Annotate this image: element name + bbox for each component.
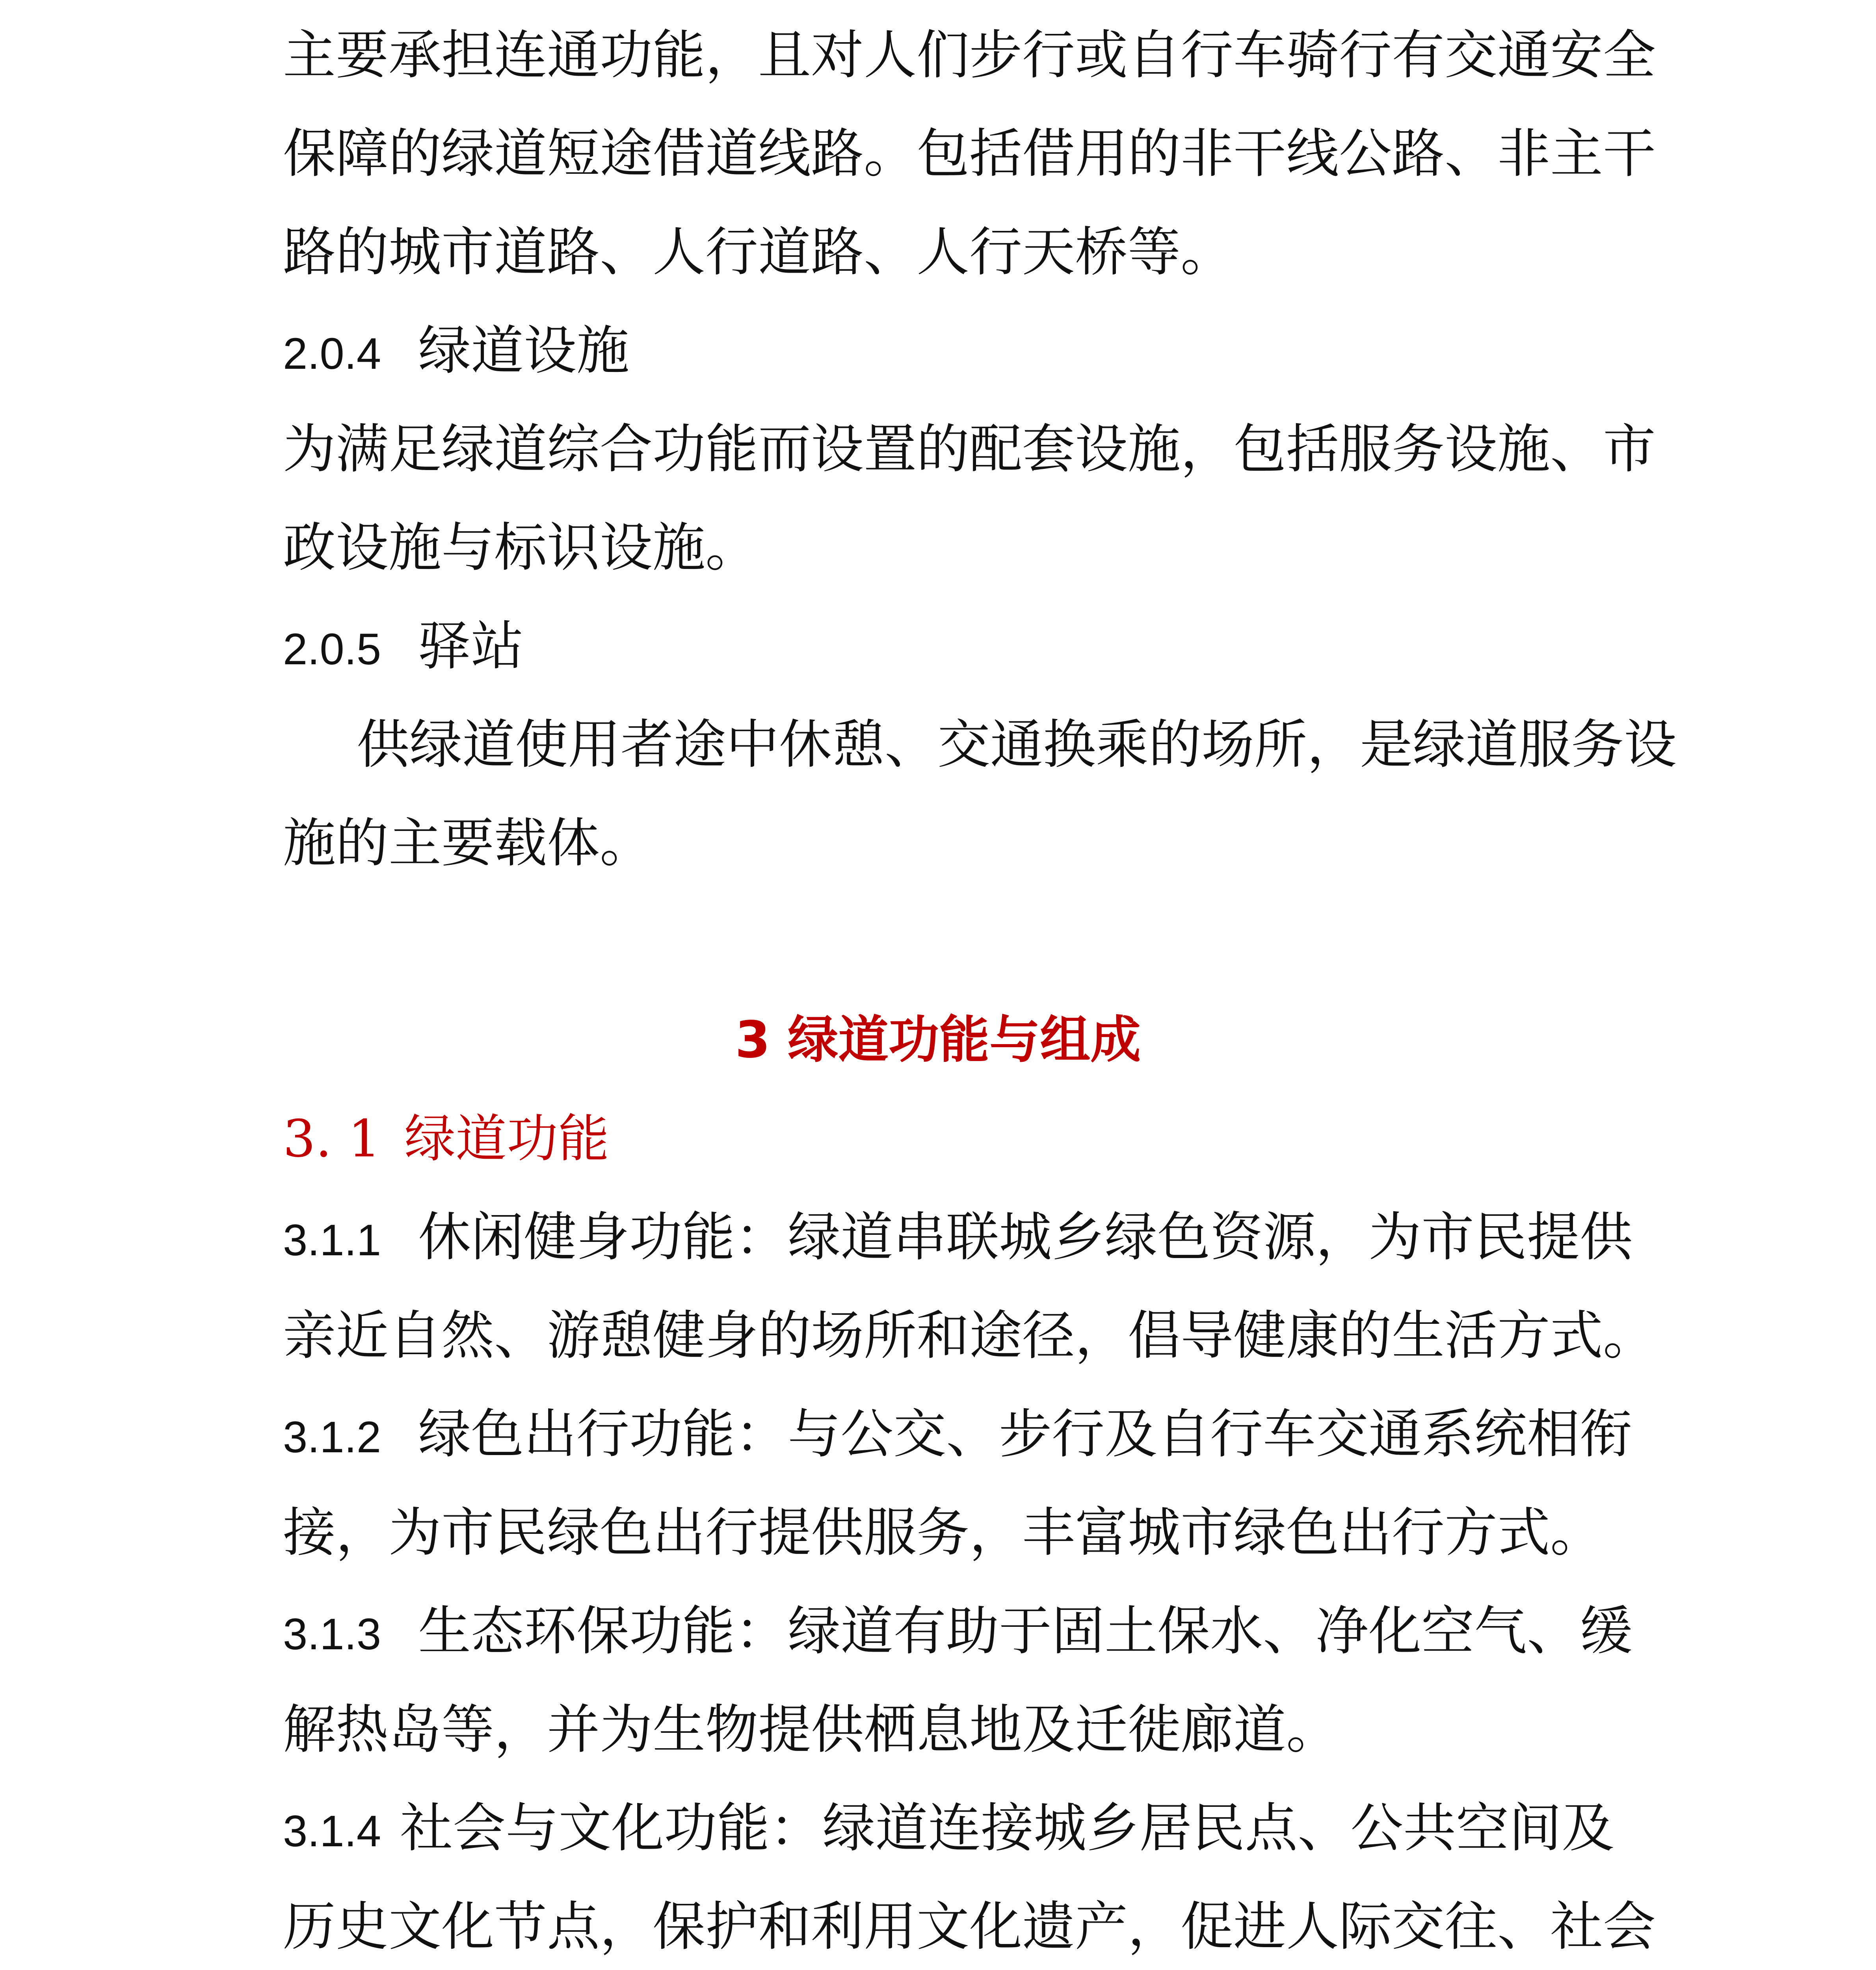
clause-line	[283, 1596, 1633, 1667]
line-text: 接，为市民绿色出行提供服务，丰富城市绿色出行方式。	[283, 1502, 1603, 1563]
term-title: 绿道设施	[418, 320, 630, 381]
line-text: 亲近自然、游憩健身的场所和途径，倡导健康的生活方式。	[283, 1305, 1656, 1366]
body-line	[283, 414, 1656, 485]
body-line	[283, 1891, 1656, 1962]
line-text: 休闲健身功能：绿道串联城乡绿色资源，为市民提供	[418, 1206, 1633, 1268]
body-line	[283, 512, 1599, 583]
body-line	[283, 118, 1656, 189]
clause-line	[283, 1399, 1633, 1470]
chapter-title: 3 绿道功能与组成	[735, 1011, 1141, 1069]
section-number: 3. 1	[283, 1109, 381, 1169]
line-text: 供绿道使用者途中休憩、交通换乘的场所，是绿道服务设	[357, 714, 1677, 775]
body-line	[283, 808, 1599, 879]
body-line	[357, 709, 1677, 780]
clause-number: 3.1.2	[283, 1412, 381, 1462]
clause-number: 3.1.4	[283, 1806, 381, 1856]
line-text: 政设施与标识设施。	[283, 517, 759, 578]
line-text: 生态环保功能：绿道有助于固土保水、净化空气、缓	[418, 1600, 1633, 1662]
line-text: 历史文化节点，保护和利用文化遗产，促进人际交往、社会	[283, 1896, 1656, 1957]
line-text: 主要承担连通功能，且对人们步行或自行车骑行有交通安全	[283, 24, 1656, 86]
line-text: 解热岛等，并为生物提供栖息地及迁徙廊道。	[283, 1699, 1339, 1760]
term-heading	[283, 611, 1599, 682]
clause-number: 3.1.3	[283, 1609, 381, 1659]
line-text: 保障的绿道短途借道线路。包括借用的非干线公路、非主干	[283, 123, 1656, 184]
line-text: 为满足绿道综合功能而设置的配套设施，包括服务设施、市	[283, 418, 1656, 480]
body-line	[283, 20, 1656, 91]
line-text: 社会与文化功能：绿道连接城乡居民点、公共空间及	[400, 1797, 1615, 1859]
term-heading	[283, 315, 1599, 386]
clause-number: 3.1.1	[283, 1215, 381, 1265]
clause-number: 2.0.4	[283, 329, 381, 378]
body-line	[283, 1300, 1656, 1371]
body-line	[283, 1694, 1599, 1765]
line-text: 施的主要载体。	[283, 812, 653, 874]
clause-line	[283, 1793, 1615, 1864]
term-title: 驿站	[418, 615, 524, 677]
clause-line	[283, 1202, 1633, 1273]
body-line	[283, 1497, 1603, 1568]
section-heading	[283, 1103, 609, 1174]
clause-number: 2.0.5	[283, 624, 381, 674]
body-line	[283, 217, 1599, 288]
section-title: 绿道功能	[404, 1109, 610, 1169]
line-text: 路的城市道路、人行道路、人行天桥等。	[283, 221, 1234, 283]
line-text: 绿色出行功能：与公交、步行及自行车交通系统相衔	[418, 1403, 1633, 1465]
